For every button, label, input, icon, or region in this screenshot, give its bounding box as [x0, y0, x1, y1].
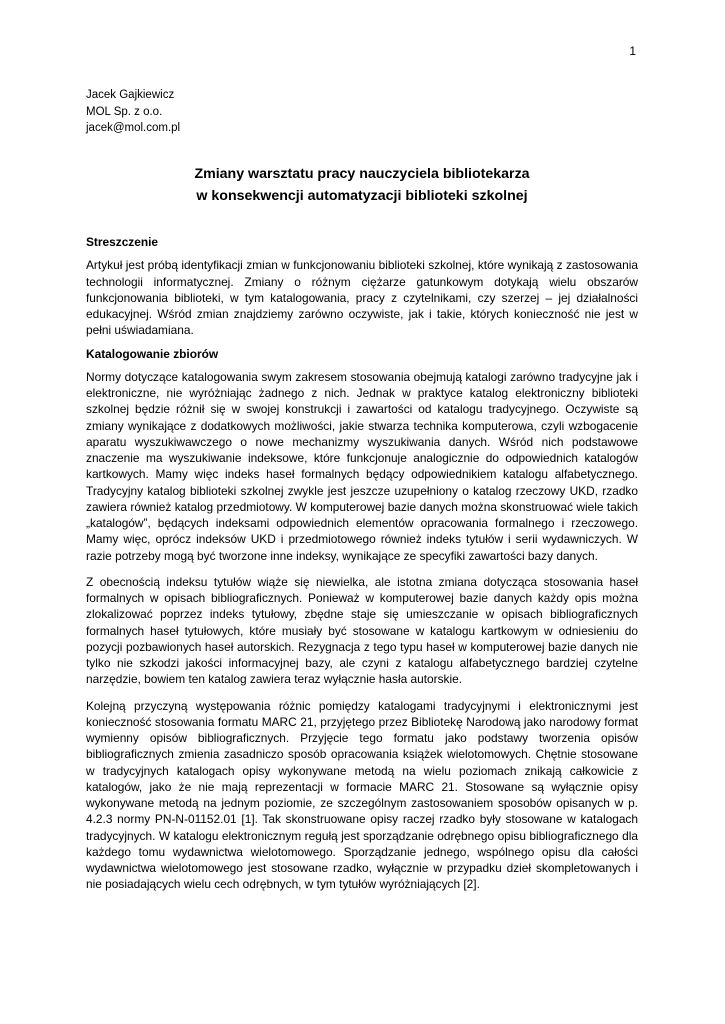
article-body	[86, 234, 638, 893]
abstract-heading: Streszczenie	[86, 235, 159, 249]
author-block	[86, 87, 180, 137]
article-title	[86, 163, 638, 207]
author-email: jacek@mol.com.pl	[86, 122, 181, 134]
section-heading: Katalogowanie zbiorów	[86, 346, 219, 361]
paragraph: Normy dotyczące katalogowania swym zakresem stosowania obejmują katalogi zarówno tradycyjne jak i elektroniczne, nie wyróżniając żadnego z nich. Jednak w praktyce katalog elektroniczny biblioteki szkolnej będzie różnił się w swojej konstrukcji i zawartości od katalogu tradycyjnego. Oczywiste są zmiany wynikające z dodatkowych możliwości, jakie stwarza technika komputerowa, czyli wzbogacenie aparatu wyszukiwawczego o nowe mechanizmy wyszukiwania danych. Wśród nich podstawowe znaczenie ma wyszukiwanie indeksowe, które funkcjonuje analogicznie do odpowiednich katalogów kartkowych. Mamy więc indeks haseł formalnych będący odpowiednikiem katalogu alfabetycznego. Tradycyjny katalog biblioteki szkolnej zwykle jest jeszcze uzupełniony o katalog rzeczowy UKD, rzadko zawiera również katalog przedmiotowy. W komputerowej bazie danych można skonstruować wiele takich „katalogów”, będących indeksami odpowiednich elementów opracowania formalnego i rzeczowego. Mamy więc, oprócz indeksów UKD i przedmiotowego również indeks tytułów i serii wydawniczych. W razie potrzeby mogą być tworzone inne indeksy, wynikające ze specyfiki zawartości bazy danych.	[86, 369, 638, 563]
paragraph: Kolejną przyczyną występowania różnic pomiędzy katalogami tradycyjnymi i elektronicznymi jest konieczność stosowania formatu MARC 21, przyjętego przez Bibliotekę Narodową jako narodowy format wymienny opisów bibliograficznych. Przyjęcie tego formatu jako podstawy tworzenia opisów bibliograficznych zmienia zasadniczo sposób opracowania książek wielotomowych. Chętnie stosowane w tradycyjnych katalogach opisy wykonywane metodą na wielu poziomach znikają całkowicie z katalogów, jako że nie mają reprezentacji w formacie MARC 21. Stosowane są wyłącznie opisy wykonywane metodą na jednym poziomie, ze szczególnym zastosowaniem sposobów opisanych w p. 4.2.3 normy PN-N-01152.01 [1]. Tak skonstruowane opisy raczej rzadko były stosowane w katalogach tradycyjnych. W katalogu elektronicznym regułą jest sporządzanie odrębnego opisu bibliograficznego dla każdego tomu wydawnictwa wielotomowego. Sporządzanie jednego, wspólnego opisu dla całości wydawnictwa wielotomowego jest stosowane rzadko, wyłącznie w przypadku dzieł skompletowanych i nie posiadających wielu cech odrębnych, w tym tytułów wyróżniających [2].	[86, 698, 638, 892]
author-company: MOL Sp. z o.o.	[86, 105, 163, 118]
title-line-2: w konsekwencji automatyzacji biblioteki szkolnej	[196, 188, 528, 204]
author-name: Jacek Gajkiewicz	[86, 89, 175, 101]
paragraph: Z obecnością indeksu tytułów wiąże się niewielka, ale istotna zmiana dotycząca stosowania haseł formalnych w opisach bibliograficznych. Ponieważ w komputerowej bazie danych każdy opis można zlokalizować poprzez indeks tytułowy, zbędne staje się umieszczanie w opisach bibliograficznych formalnych haseł tytułowych, które musiały być stosowane w katalogu kartkowym w odniesieniu do pozycji pozbawionych haseł autorskich. Rezygnacja z tego typu haseł w komputerowej bazie danych nie tylko nie szkodzi jakości informacyjnej bazy, ale czyni z katalogu alfabetycznego bardziej czytelne narzędzie, bowiem ten katalog zawiera teraz wyłącznie hasła autorskie.	[86, 574, 638, 687]
title-line-1: Zmiany warsztatu pracy nauczyciela bibliotekarza	[194, 166, 530, 182]
abstract-text: Artykuł jest próbą identyfikacji zmian w funkcjonowaniu biblioteki szkolnej, które wynikają z zastosowania technologii informatycznej. Zmiany o różnym ciężarze gatunkowym dotykają wielu obszarów funkcjonowania biblioteki, w tym katalogowania, pracy z czytelnikami, czy szerzej – jej działalności edukacyjnej. Wśród zmian znajdziemy zarówno oczywiste, jak i takie, których konieczność nie jest w pełni uświadamiana.	[86, 258, 638, 338]
page-number: 1	[629, 44, 636, 58]
